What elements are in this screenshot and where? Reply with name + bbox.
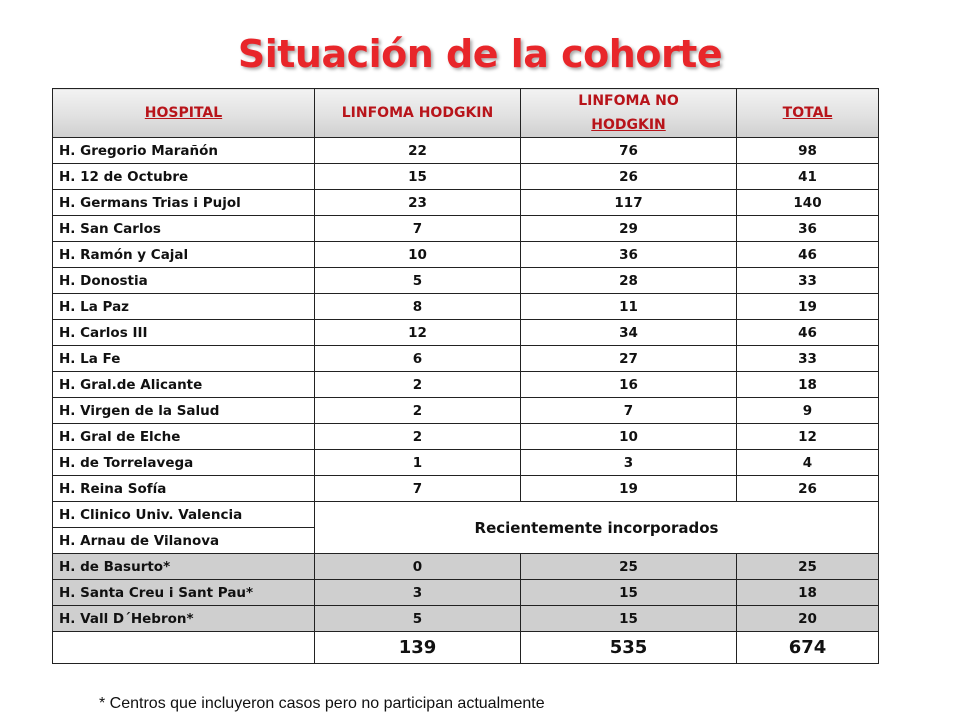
non-hodgkin-count: 3 <box>521 450 737 476</box>
hospital-name: H. Virgen de la Salud <box>53 398 315 424</box>
header-linfoma-no-hodgkin <box>521 89 737 138</box>
row-total: 33 <box>737 346 879 372</box>
non-hodgkin-count: 15 <box>521 580 737 606</box>
hospital-name: H. Gral de Elche <box>53 424 315 450</box>
hospital-name: H. Carlos III <box>53 320 315 346</box>
hodgkin-count: 1 <box>315 450 521 476</box>
non-hodgkin-count: 36 <box>521 242 737 268</box>
hodgkin-count: 5 <box>315 268 521 294</box>
non-hodgkin-count: 25 <box>521 554 737 580</box>
table-row <box>53 242 879 268</box>
hodgkin-count: 5 <box>315 606 521 632</box>
hospital-name: H. de Basurto* <box>53 554 315 580</box>
hospital-name: H. Reina Sofía <box>53 476 315 502</box>
non-hodgkin-count: 76 <box>521 138 737 164</box>
row-total: 18 <box>737 580 879 606</box>
hodgkin-count: 12 <box>315 320 521 346</box>
hodgkin-count: 2 <box>315 398 521 424</box>
non-hodgkin-count: 28 <box>521 268 737 294</box>
hodgkin-count: 7 <box>315 216 521 242</box>
table-row <box>53 424 879 450</box>
non-hodgkin-count: 11 <box>521 294 737 320</box>
hospital-name: H. San Carlos <box>53 216 315 242</box>
non-hodgkin-count: 7 <box>521 398 737 424</box>
hospital-name: H. de Torrelavega <box>53 450 315 476</box>
table-row-recent <box>53 502 879 528</box>
hospital-name: H. Vall D´Hebron* <box>53 606 315 632</box>
table-row <box>53 216 879 242</box>
non-hodgkin-count: 34 <box>521 320 737 346</box>
hodgkin-count: 22 <box>315 138 521 164</box>
row-total: 26 <box>737 476 879 502</box>
non-hodgkin-count: 19 <box>521 476 737 502</box>
table-row-former <box>53 580 879 606</box>
hospital-name: H. La Fe <box>53 346 315 372</box>
row-total: 140 <box>737 190 879 216</box>
non-hodgkin-count: 16 <box>521 372 737 398</box>
row-total: 36 <box>737 216 879 242</box>
table-header-row <box>53 89 879 138</box>
hospital-name: H. Ramón y Cajal <box>53 242 315 268</box>
header-linfoma-hodgkin: LINFOMA HODGKIN <box>315 89 521 138</box>
hodgkin-count: 15 <box>315 164 521 190</box>
recently-incorporated-note: Recientemente incorporados <box>315 502 879 554</box>
table-row <box>53 398 879 424</box>
table-row <box>53 164 879 190</box>
hospital-name: H. Donostia <box>53 268 315 294</box>
hospital-name: H. Gral.de Alicante <box>53 372 315 398</box>
hospital-name: H. Gregorio Marañón <box>53 138 315 164</box>
non-hodgkin-count: 29 <box>521 216 737 242</box>
table-row-former <box>53 606 879 632</box>
row-total: 12 <box>737 424 879 450</box>
row-total: 9 <box>737 398 879 424</box>
table-row <box>53 372 879 398</box>
grand-total: 674 <box>737 632 879 664</box>
non-hodgkin-count: 15 <box>521 606 737 632</box>
hospital-name: H. 12 de Octubre <box>53 164 315 190</box>
header-linfoma-no-hodgkin-line2: HODGKIN <box>591 117 666 133</box>
total-non-hodgkin: 535 <box>521 632 737 664</box>
non-hodgkin-count: 10 <box>521 424 737 450</box>
hodgkin-count: 2 <box>315 372 521 398</box>
non-hodgkin-count: 27 <box>521 346 737 372</box>
table-row <box>53 268 879 294</box>
totals-empty-cell <box>53 632 315 664</box>
table-row <box>53 476 879 502</box>
row-total: 18 <box>737 372 879 398</box>
hodgkin-count: 8 <box>315 294 521 320</box>
total-hodgkin: 139 <box>315 632 521 664</box>
hodgkin-count: 7 <box>315 476 521 502</box>
table-row <box>53 190 879 216</box>
row-total: 20 <box>737 606 879 632</box>
table-row <box>53 138 879 164</box>
header-hospital: HOSPITAL <box>53 89 315 138</box>
table-row <box>53 346 879 372</box>
table-totals-row <box>53 632 879 664</box>
row-total: 46 <box>737 242 879 268</box>
hospital-name: H. Arnau de Vilanova <box>53 528 315 554</box>
hodgkin-count: 23 <box>315 190 521 216</box>
hodgkin-count: 10 <box>315 242 521 268</box>
table-row <box>53 320 879 346</box>
hodgkin-count: 2 <box>315 424 521 450</box>
table-row-former <box>53 554 879 580</box>
header-total: TOTAL <box>737 89 879 138</box>
row-total: 41 <box>737 164 879 190</box>
hodgkin-count: 0 <box>315 554 521 580</box>
hospital-name: H. Germans Trias i Pujol <box>53 190 315 216</box>
non-hodgkin-count: 26 <box>521 164 737 190</box>
row-total: 25 <box>737 554 879 580</box>
footnote: * Centros que incluyeron casos pero no participan actualmente <box>99 695 545 712</box>
row-total: 46 <box>737 320 879 346</box>
hospital-name: H. Clinico Univ. Valencia <box>53 502 315 528</box>
header-linfoma-no-hodgkin-line1: LINFOMA NO <box>578 93 679 109</box>
hospital-name: H. Santa Creu i Sant Pau* <box>53 580 315 606</box>
hospital-name: H. La Paz <box>53 294 315 320</box>
table-row <box>53 450 879 476</box>
row-total: 33 <box>737 268 879 294</box>
hodgkin-count: 3 <box>315 580 521 606</box>
non-hodgkin-count: 117 <box>521 190 737 216</box>
row-total: 4 <box>737 450 879 476</box>
hodgkin-count: 6 <box>315 346 521 372</box>
row-total: 19 <box>737 294 879 320</box>
page-title: Situación de la cohorte <box>237 32 723 76</box>
cohort-table <box>52 88 879 664</box>
table-row <box>53 294 879 320</box>
row-total: 98 <box>737 138 879 164</box>
